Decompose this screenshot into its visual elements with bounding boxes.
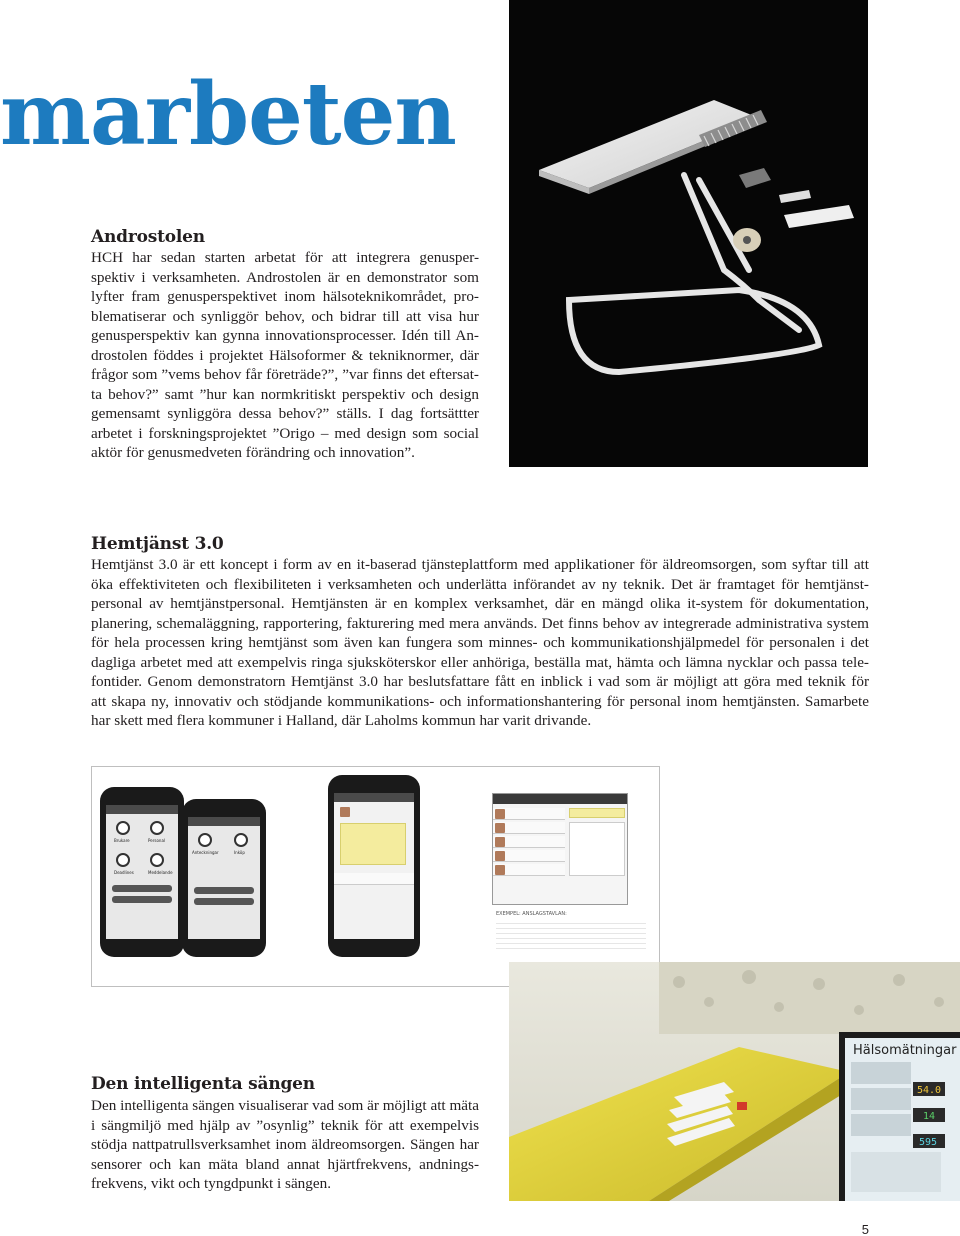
status-bar [106, 805, 178, 814]
androstolen-photo [509, 0, 868, 467]
end-day-button [112, 896, 172, 903]
example-label: EXEMPEL: ANSLAGSTAVLAN: [496, 911, 567, 917]
text-line: blematiserar och synliggör behov, och bidrar till att visa hur [91, 307, 479, 325]
text-line: frekvens, vikt och tyngdpunkt i sängen. [91, 1175, 332, 1192]
monitor-title: Hälsomätningar [853, 1043, 957, 1058]
list-item [334, 873, 414, 885]
phone-mockup [328, 775, 420, 957]
clock-icon [116, 853, 130, 867]
text-line: arbetet i forskningsprojektet ”Origo – med design som social [91, 424, 479, 442]
text-line: i sängmiljö med hjälp av ”osynlig” teknik för att exempelvis [91, 1116, 479, 1134]
monitor-value: 14 [923, 1111, 936, 1122]
app-label: Brukare [114, 838, 130, 843]
status-bar [493, 794, 627, 804]
text-line: personal av hemtjänstpersonal. Hemtjänsten är en komplex verksamhet, där en mängd olika it-system för dokumentation, [91, 595, 869, 612]
bed-photo [509, 962, 960, 1201]
status-bar [188, 817, 260, 826]
pause-button [194, 887, 254, 894]
pause-button [112, 885, 172, 892]
app-label: Meddelande [148, 870, 173, 875]
message-icon [150, 853, 164, 867]
text-line: spektiv i verksamheten. Androstolen är en demonstrator som [91, 268, 479, 286]
cart-icon [234, 833, 248, 847]
text-line: genusperspektiv kan gynna innovationsprocesser. Idén till An- [91, 327, 479, 344]
user-icon [116, 821, 130, 835]
text-line: lyfter fram genusperspektivet inom hälsoteknikområdet, pro- [91, 288, 479, 305]
text-line: HCH har sedan starten arbetat för att integrera genusper- [91, 249, 479, 266]
phone-mockup [100, 787, 184, 957]
bed-illustration [509, 962, 960, 1201]
text-line: fontider. Genom demonstratorn Hemtjänst 3.0 har beslutsfattare fått en inblick i vad som är möjligt att göra med teknik för [91, 673, 869, 690]
sangen-body [91, 1096, 479, 1194]
notes-icon [198, 833, 212, 847]
text-line: har skett med flera kommuner i Halland, där Laholms kommun har varit drivande. [91, 712, 592, 729]
text-line: frågor som ”vems behov får företräde?”, ”var finns det eftersat- [91, 366, 479, 383]
monitor-value: 595 [919, 1137, 938, 1148]
header-card [569, 808, 625, 818]
phone-mockup [182, 799, 266, 957]
text-line: för hela processen kring hemtjänst som även kan fungera som minnes- och kommunikationshjälpmedel för personalen i det [91, 634, 869, 651]
app-label: Anteckningar [192, 850, 219, 855]
text-line: Hemtjänst 3.0 är ett koncept i form av en it-baserad tjänsteplattform med applikationer för äldreomsorgen, som syftar till att [91, 556, 869, 573]
androstolen-body [91, 248, 479, 463]
androstolen-heading: Androstolen [91, 227, 205, 247]
monitor-value: 54.0 [917, 1085, 942, 1096]
tablet-screenshot [492, 793, 628, 905]
list-item [493, 850, 565, 862]
example-text [496, 919, 646, 949]
text-line: aktör för genusmedveten förändring och innovation”. [91, 444, 415, 461]
text-line: gemensamt synliggöra dessa behov?” ställs. I dag fortsättter [91, 405, 479, 422]
phone-screen [188, 817, 260, 939]
text-line: drostolen föddes i projektet Hälsoformer & tekniknormer, där [91, 346, 479, 364]
message-detail [569, 822, 625, 876]
text-line: ta behov?” samt ”hur kan normkritiskt perspektiv och design [91, 385, 479, 403]
text-line: Den intelligenta sängen visualiserar vad som är möjligt att mäta [91, 1097, 479, 1114]
app-label: Personal [148, 838, 166, 843]
list-item [493, 822, 565, 834]
chair-illustration [509, 0, 868, 467]
text-line: öka effektiviteten och flexibiliteten i verksamheten och underlätta införandet av ny teknik. Det är framtaget för hemtjänst- [91, 575, 869, 593]
text-line: planering, schemaläggning, rapportering, fakturering med mera används. Det finns behov av integrerade administrativa system [91, 614, 869, 632]
text-line: dagliga arbetet med att exempelvis ringa sjuksköterskor eller anhöriga, beställa mat, hämta och lämna nycklar och passa tele- [91, 653, 869, 671]
text-line: sensorer och kan mäta bland annat hjärtfrekvens, andnings- [91, 1155, 479, 1173]
staff-icon [150, 821, 164, 835]
text-line: stödja nattpatrullsverksamhet inom äldreomsorgen. Sängen har [91, 1136, 479, 1153]
page-title: marbeten [0, 64, 456, 165]
list-item [493, 864, 565, 876]
status-bar [334, 793, 414, 802]
end-day-button [194, 898, 254, 905]
sangen-heading: Den intelligenta sängen [91, 1074, 315, 1094]
page-number: 5 [861, 1222, 869, 1236]
app-label: Inköp [234, 850, 245, 855]
app-label: Deadlines [114, 870, 134, 875]
text-line: att skapa ny, innovativ och stödjande kommunikations- och informationshantering för personal inom hemtjänsten. Samarbete [91, 692, 869, 710]
hemtjanst-app-screenshots [91, 766, 660, 987]
hemtjanst-body [91, 555, 869, 731]
message-card [340, 823, 406, 865]
list-item [493, 808, 565, 820]
hemtjanst-heading: Hemtjänst 3.0 [91, 534, 224, 554]
list-item [493, 836, 565, 848]
phone-screen [334, 793, 414, 939]
avatar [340, 807, 350, 817]
phone-screen [106, 805, 178, 939]
